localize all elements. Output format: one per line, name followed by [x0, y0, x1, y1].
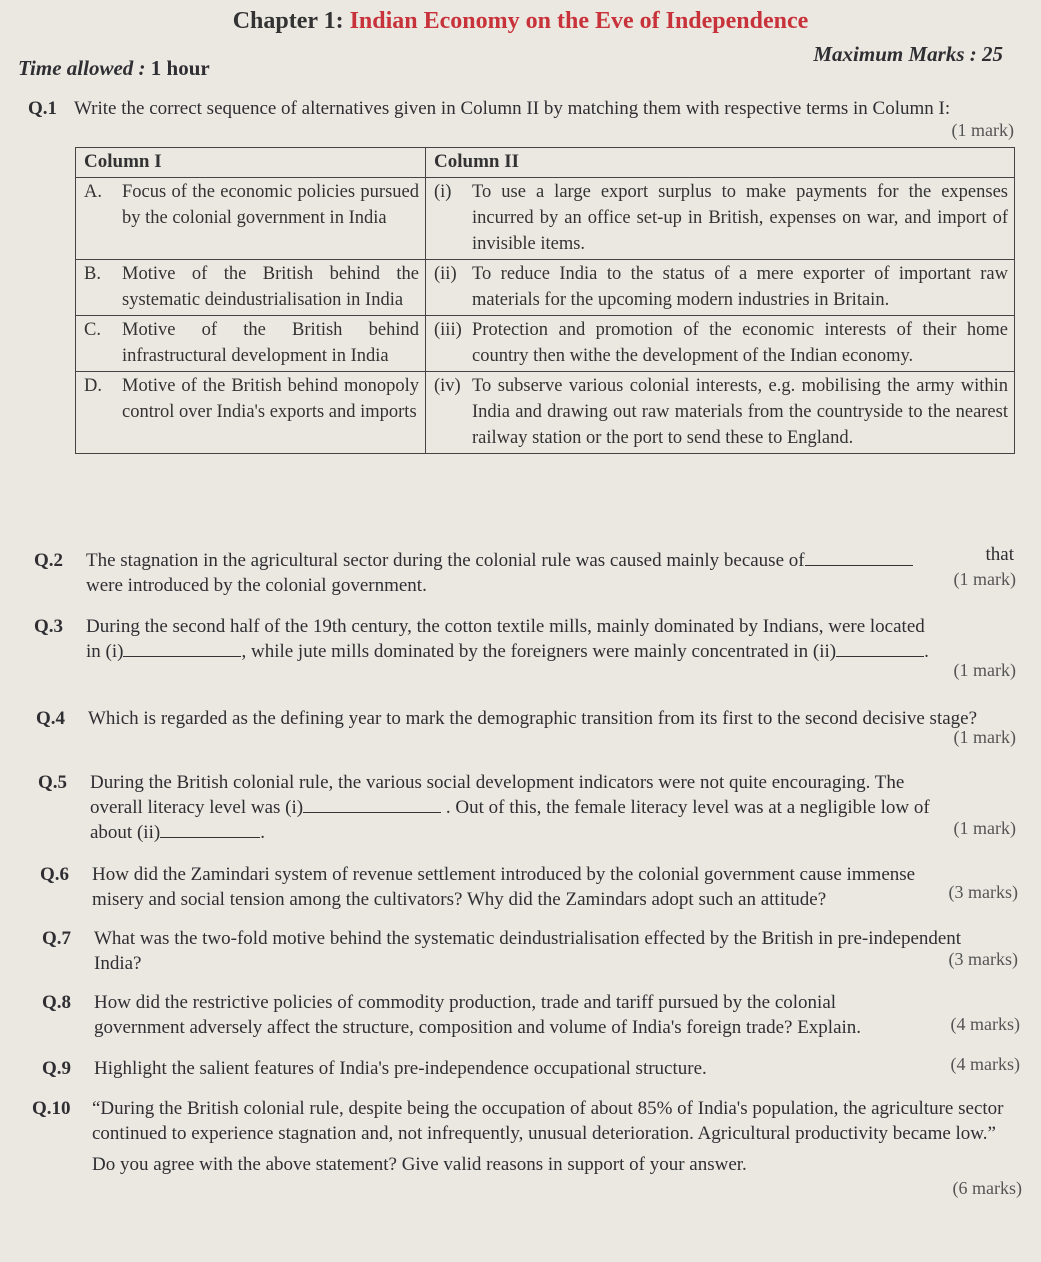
question-number: Q.2: [34, 550, 64, 571]
question-text: Which is regarded as the defining year to mark the demographic transition from its first to the second decisive stage?: [88, 708, 978, 729]
question-6: [40, 862, 1018, 912]
table-row: [76, 260, 1015, 316]
marks-label: (1 mark): [953, 569, 1016, 589]
time-label: Time allowed :: [18, 56, 146, 80]
max-marks: Maximum Marks : 25: [813, 42, 1003, 66]
question-text: in (i): [86, 641, 124, 662]
question-number: Q.7: [42, 928, 72, 949]
question-text: about (ii): [90, 822, 161, 843]
option-label: (ii): [434, 264, 457, 284]
question-9: [42, 1056, 1020, 1081]
option-label: (i): [434, 182, 452, 202]
time-allowed: [18, 56, 210, 81]
question-text: During the second half of the 19th century, the cotton textile mills, mainly dominated by Indians, were located: [86, 616, 925, 637]
row-label: B.: [84, 264, 101, 284]
term-text: Motive of the British behind infrastructural development in India: [122, 320, 419, 366]
time-value: 1 hour: [150, 56, 210, 80]
chapter-label: Chapter 1:: [232, 8, 344, 34]
question-text: , while jute mills dominated by the foreigners were mainly concentrated in (ii): [241, 641, 837, 662]
question-text: What was the two-fold motive behind the systematic deindustrialisation effected by the British in pre-independent India?: [94, 928, 962, 974]
term-text: Motive of the British behind monopoly control over India's exports and imports: [122, 376, 419, 422]
marks-label: (1 mark): [953, 818, 1016, 838]
row-label: C.: [84, 320, 101, 340]
option-text: To subserve various colonial interests, e.g. mobilising the army within India and drawing out raw materials from the countryside to the nearest railway station or the port to send these to England.: [472, 376, 1008, 448]
column-header: Column II: [426, 148, 1015, 178]
term-text: Motive of the British behind the systematic deindustrialisation in India: [122, 264, 419, 310]
option-label: (iii): [434, 320, 462, 340]
table-header-row: [76, 148, 1015, 178]
marks-label: (3 marks): [948, 882, 1018, 902]
question-text: that: [985, 544, 1014, 565]
option-text: Protection and promotion of the economic interests of their home country then withe the development of the Indian economy.: [472, 320, 1008, 366]
row-label: D.: [84, 376, 102, 396]
question-number: Q.9: [42, 1058, 72, 1079]
question-text: . Out of this, the female literacy level was at a negligible low of: [445, 797, 930, 818]
question-number: Q.1: [28, 98, 58, 119]
question-text: During the British colonial rule, the various social development indicators were not quite encouraging. The: [90, 772, 905, 793]
question-number: Q.6: [40, 864, 70, 885]
question-text: How did the Zamindari system of revenue settlement introduced by the colonial government cause immense misery and social tension among the cultivators? Why did the Zamindars adopt such an attitude?: [92, 864, 916, 910]
question-5: [38, 770, 1016, 845]
matching-table: [75, 147, 1015, 454]
question-number: Q.5: [38, 772, 68, 793]
row-label: A.: [84, 182, 102, 202]
answer-blank[interactable]: [123, 640, 241, 657]
chapter-title: Indian Economy on the Eve of Independence: [349, 8, 809, 34]
answer-blank[interactable]: [805, 549, 913, 566]
marks-label: (3 marks): [948, 949, 1018, 969]
marks-label: (1 mark): [951, 120, 1014, 140]
question-number: Q.4: [36, 708, 66, 729]
table-row: [76, 316, 1015, 372]
marks-label: (4 marks): [950, 1054, 1020, 1074]
question-3: [34, 614, 1016, 680]
marks-label: (1 mark): [953, 660, 1016, 680]
question-text: Do you agree with the above statement? Give valid reasons in support of your answer.: [92, 1154, 747, 1175]
question-10: [32, 1096, 1022, 1198]
answer-blank[interactable]: [303, 796, 441, 813]
question-4: [36, 706, 1016, 747]
question-text: “During the British colonial rule, despite being the occupation of about 85% of India's population, the agriculture sector continued to experience stagnation and, not infrequently, unusual deterioration. Agricultural productivity became low.”: [92, 1098, 1004, 1144]
question-text: .: [924, 641, 929, 662]
question-text: were introduced by the colonial government.: [86, 575, 427, 596]
question-number: Q.3: [34, 616, 64, 637]
question-text: How did the restrictive policies of commodity production, trade and tariff pursued by the colonial government adversely affect the structure, composition and volume of India's foreign trade? Explain.: [94, 992, 862, 1038]
option-text: To reduce India to the status of a mere exporter of important raw materials for the upcoming modern industries in Britain.: [472, 264, 1008, 310]
option-label: (iv): [434, 376, 461, 396]
page-title: [0, 8, 1041, 35]
marks-label: (4 marks): [950, 1014, 1020, 1034]
answer-blank[interactable]: [836, 640, 924, 657]
column-header: Column I: [76, 148, 426, 178]
marks-label: (1 mark): [953, 727, 1016, 747]
question-1: [28, 96, 1014, 140]
question-number: Q.10: [32, 1098, 71, 1119]
answer-blank[interactable]: [160, 821, 260, 838]
option-text: To use a large export surplus to make payments for the expenses incurred by an office set-up in British, expenses on war, and import of invisible items.: [472, 182, 1008, 254]
table-row: [76, 178, 1015, 260]
question-number: Q.8: [42, 992, 72, 1013]
table-row: [76, 372, 1015, 454]
question-text: .: [260, 822, 265, 843]
marks-label: (6 marks): [952, 1178, 1022, 1198]
term-text: Focus of the economic policies pursued by the colonial government in India: [122, 182, 419, 228]
question-8: [42, 990, 1020, 1040]
question-text: Write the correct sequence of alternatives given in Column II by matching them with respective terms in Column I:: [74, 98, 951, 119]
question-7: [42, 926, 1018, 976]
question-text: The stagnation in the agricultural sector during the colonial rule was caused mainly because of: [86, 550, 805, 571]
question-text: overall literacy level was (i): [90, 797, 304, 818]
question-2: [34, 544, 1016, 598]
question-text: Highlight the salient features of India's pre-independence occupational structure.: [94, 1058, 707, 1079]
